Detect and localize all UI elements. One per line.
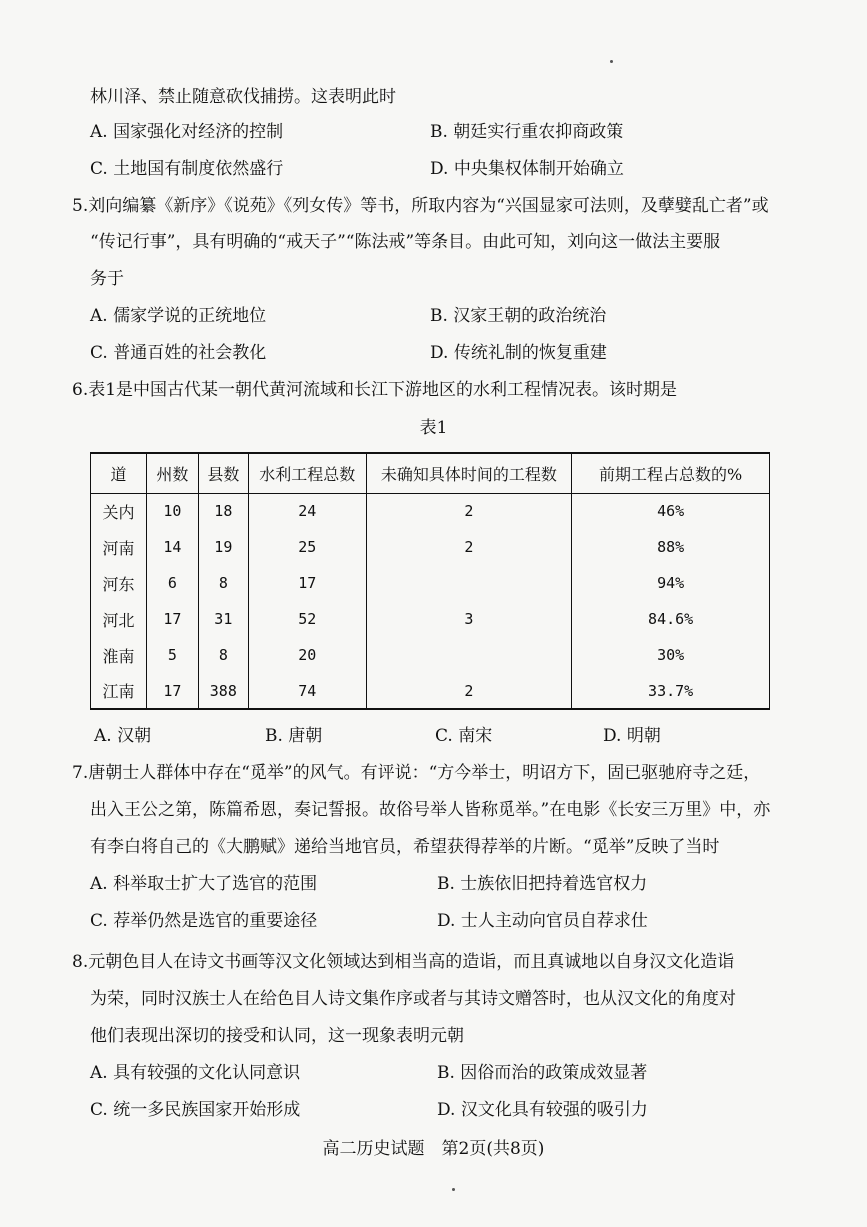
table-cell: 20 <box>248 637 366 673</box>
q8-stem-line-1: 8.元朝色目人在诗文书画等汉文化领域达到相当高的造诣，而且真诚地以自身汉文化造诣 <box>72 952 735 972</box>
table-cell: 5 <box>146 637 198 673</box>
table-cell: 2 <box>366 529 572 565</box>
table-cell: 30% <box>572 637 770 673</box>
water-conservancy-table <box>90 452 770 710</box>
table-cell: 3 <box>366 601 572 637</box>
q5-stem-line-2: “传记行事”，具有明确的“戒天子”“陈法戒”等条目。由此可知，刘向这一做法主要服 <box>90 232 721 252</box>
table-cell: 8 <box>198 565 248 601</box>
table-cell: 8 <box>198 637 248 673</box>
table-row <box>91 637 770 673</box>
q8-option-c[interactable]: C. 统一多民族国家开始形成 <box>90 1100 301 1120</box>
table-cell <box>366 565 572 601</box>
table-row <box>91 565 770 601</box>
q4-stem-tail: 林川泽、禁止随意砍伐捕捞。这表明此时 <box>90 87 396 107</box>
table-header-cell: 未确知具体时间的工程数 <box>366 453 572 493</box>
table-cell: 淮南 <box>91 637 147 673</box>
q6-option-a[interactable]: A. 汉朝 <box>94 726 152 746</box>
q7-option-d[interactable]: D. 士人主动向官员自荐求仕 <box>437 911 648 931</box>
table-cell: 2 <box>366 493 572 529</box>
page-footer: 高二历史试题 第2页(共8页) <box>322 1139 545 1159</box>
table-cell <box>366 637 572 673</box>
table-cell: 17 <box>248 565 366 601</box>
scan-speck <box>452 1188 455 1191</box>
table-cell: 84.6% <box>572 601 770 637</box>
table-cell: 17 <box>146 601 198 637</box>
q5-stem-line-1: 5.刘向编纂《新序》《说苑》《列女传》等书，所取内容为“兴国显家可法则，及孽嬖乱亡者”或 <box>72 196 769 216</box>
q5-option-a[interactable]: A. 儒家学说的正统地位 <box>90 306 267 326</box>
q4-option-b[interactable]: B. 朝廷实行重农抑商政策 <box>430 122 624 142</box>
table-cell: 74 <box>248 673 366 709</box>
table-cell: 关内 <box>91 493 147 529</box>
table-cell: 52 <box>248 601 366 637</box>
q7-option-c[interactable]: C. 荐举仍然是选官的重要途径 <box>90 911 318 931</box>
table-header-row <box>91 453 770 493</box>
table-header-cell: 道 <box>91 453 147 493</box>
table-row <box>91 493 770 529</box>
q7-stem-line-1: 7.唐朝士人群体中存在“觅举”的风气。有评说：“方今举士，明诏方下，固已驱驰府寺之廷， <box>72 763 761 783</box>
q7-stem-line-3: 有李白将自己的《大鹏赋》递给当地官员，希望获得荐举的片断。“觅举”反映了当时 <box>90 837 720 857</box>
table-cell: 14 <box>146 529 198 565</box>
table-cell: 江南 <box>91 673 147 709</box>
table-row <box>91 529 770 565</box>
q6-option-c[interactable]: C. 南宋 <box>435 726 493 746</box>
table-cell: 18 <box>198 493 248 529</box>
table-cell: 88% <box>572 529 770 565</box>
table-header-cell: 前期工程占总数的% <box>572 453 770 493</box>
q8-stem-line-2: 为荣，同时汉族士人在给色目人诗文集作序或者与其诗文赠答时，也从汉文化的角度对 <box>90 989 736 1009</box>
table-cell: 河北 <box>91 601 147 637</box>
table-cell: 河南 <box>91 529 147 565</box>
q6-option-d[interactable]: D. 明朝 <box>603 726 661 746</box>
q7-option-b[interactable]: B. 士族依旧把持着选官权力 <box>437 874 648 894</box>
table-caption: 表1 <box>419 418 448 438</box>
q7-option-a[interactable]: A. 科举取士扩大了选官的范围 <box>90 874 318 894</box>
table-cell: 2 <box>366 673 572 709</box>
q5-stem-line-3: 务于 <box>90 269 124 289</box>
q7-stem-line-2: 出入王公之第，陈篇希恩，奏记誓报。故俗号举人皆称觅举。”在电影《长安三万里》中，亦 <box>90 800 771 820</box>
q8-option-a[interactable]: A. 具有较强的文化认同意识 <box>90 1063 301 1083</box>
table-cell: 388 <box>198 673 248 709</box>
table-cell: 46% <box>572 493 770 529</box>
table-header-cell: 县数 <box>198 453 248 493</box>
q8-stem-line-3: 他们表现出深切的接受和认同，这一现象表明元朝 <box>90 1026 464 1046</box>
table-cell: 6 <box>146 565 198 601</box>
table-header-cell: 州数 <box>146 453 198 493</box>
q4-option-a[interactable]: A. 国家强化对经济的控制 <box>90 122 284 142</box>
q8-option-b[interactable]: B. 因俗而治的政策成效显著 <box>437 1063 648 1083</box>
table-cell: 24 <box>248 493 366 529</box>
table-row <box>91 601 770 637</box>
table-cell: 31 <box>198 601 248 637</box>
q5-option-b[interactable]: B. 汉家王朝的政治统治 <box>430 306 607 326</box>
scan-speck <box>610 60 613 63</box>
q6-option-b[interactable]: B. 唐朝 <box>265 726 323 746</box>
table-row <box>91 673 770 709</box>
table-cell: 25 <box>248 529 366 565</box>
q5-option-c[interactable]: C. 普通百姓的社会教化 <box>90 343 267 363</box>
table-cell: 19 <box>198 529 248 565</box>
table-cell: 10 <box>146 493 198 529</box>
q8-option-d[interactable]: D. 汉文化具有较强的吸引力 <box>437 1100 648 1120</box>
q4-option-d[interactable]: D. 中央集权体制开始确立 <box>430 159 624 179</box>
table-cell: 94% <box>572 565 770 601</box>
q4-option-c[interactable]: C. 土地国有制度依然盛行 <box>90 159 284 179</box>
table-cell: 17 <box>146 673 198 709</box>
table-cell: 河东 <box>91 565 147 601</box>
q6-stem: 6.表1是中国古代某一朝代黄河流域和长江下游地区的水利工程情况表。该时期是 <box>72 380 678 400</box>
q5-option-d[interactable]: D. 传统礼制的恢复重建 <box>430 343 607 363</box>
table-header-cell: 水利工程总数 <box>248 453 366 493</box>
table-cell: 33.7% <box>572 673 770 709</box>
